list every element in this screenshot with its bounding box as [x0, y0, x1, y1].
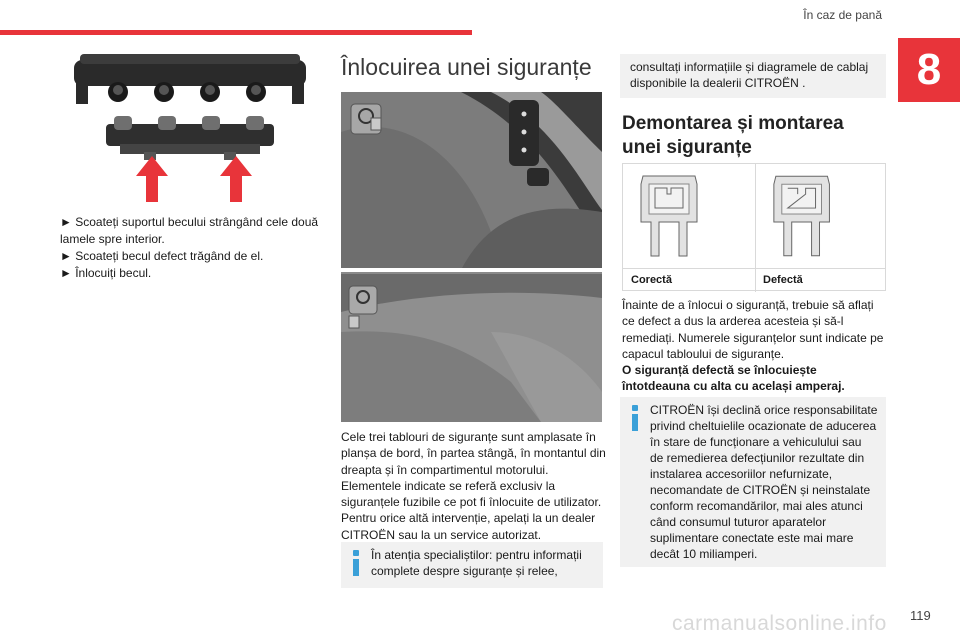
step-text: ► Scoateți becul defect trăgând de el.	[60, 249, 264, 263]
disclaimer-note	[620, 397, 886, 567]
chapter-number-badge: 8	[898, 38, 960, 102]
fuse-good-icon	[623, 164, 755, 268]
info-icon	[350, 550, 362, 576]
fuse-locations-text: Cele trei tablouri de siguranțe sunt amplasate în planșa de bord, în partea stângă, în montantul din dreapta și în compartimentul motorului. Elementele indicate se referă exclusiv la siguranțele fuzibile ce pot fi înlocuite de utilizator. Pentru orice altă intervenție, apelați la un dealer CITROËN sau la un service autorizat.	[341, 430, 606, 542]
instruction-warning: O siguranță defectă se înlocuiește întotdeauna cu alta cu același amperaj.	[622, 363, 845, 394]
fuse-replacement-heading: Înlocuirea unei siguranțe	[341, 54, 592, 80]
step-text: ► Scoateți suportul becului strângând cele două lamele spre interior.	[60, 215, 319, 246]
note-text: consultați informațiile și diagramele de cablaj disponibile la dealerii CITROËN .	[630, 60, 869, 90]
instruction-text: Înainte de a înlocui o siguranță, trebuie să aflați ce defect a dus la arderea acesteia și să-l remediați. Numerele siguranțelor sunt indicate pe capacul tabloului de siguranțe.	[622, 298, 884, 361]
dashboard-fuse-panel-photo	[341, 92, 602, 422]
info-icon	[629, 405, 641, 431]
page-number: 119	[910, 608, 931, 623]
section-title: În caz de pană	[803, 8, 882, 22]
bulb-holder-illustration	[60, 52, 320, 207]
fuse-label-good: Corectă	[631, 274, 672, 286]
disclaimer-text: CITROËN își declină orice responsabilitate privind cheltuielile ocazionate de aducerea în stare de funcționare a vehiculului sau de remedierea defecțiunilor rezultate din instalarea accesoriilor nefurnizate, necomandate de CITROËN și neinstalate conform recomandărilor, mai ales atunci când consumul tuturor aparatelor suplimentare conectate este mai mare decât 10 miliamperi.	[650, 403, 878, 561]
step-text: ► Înlocuiți becul.	[60, 266, 152, 280]
fuse-label-blown: Defectă	[763, 274, 803, 286]
note-text: În atenția specialiștilor: pentru informații complete despre siguranțe și relee,	[371, 548, 582, 578]
fuse-instructions-text	[622, 297, 884, 395]
specialist-note-continued	[620, 54, 886, 98]
fuse-blown-icon	[755, 164, 887, 268]
watermark: carmanualsonline.info	[672, 612, 887, 635]
fuse-label-row	[623, 268, 885, 291]
header-accent-bar	[0, 30, 472, 35]
fuse-removal-heading: Demontarea și montarea unei siguranțe	[622, 113, 844, 158]
specialist-note	[341, 542, 603, 588]
fuse-comparison-table	[622, 163, 886, 291]
bulb-replacement-steps	[60, 214, 325, 282]
